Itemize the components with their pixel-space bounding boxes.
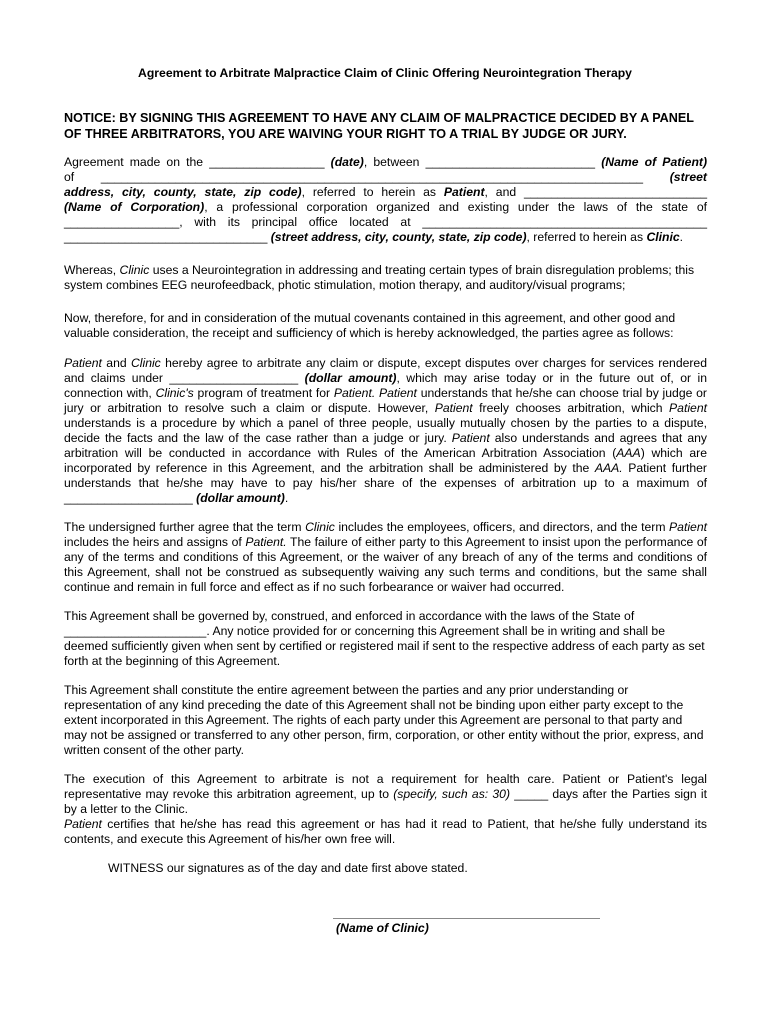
parties-line-2: of ________________________________________________________________________________ (street bbox=[64, 170, 707, 184]
parties-line-3: address, city, county, state, zip code), referred to herein as Patient, and ___________________________ bbox=[64, 185, 707, 199]
document-title: Agreement to Arbitrate Malpractice Claim of Clinic Offering Neurointegration Therapy bbox=[138, 66, 632, 80]
parties-paragraph bbox=[64, 155, 707, 245]
consideration-paragraph: Now, therefore, for and in consideration of the mutual covenants contained in this agreement, and other good and valuable consideration, the receipt and sufficiency of which is hereby acknowledged, the parties agree as follows: bbox=[64, 311, 676, 340]
entire-agreement-paragraph: This Agreement shall constitute the entire agreement between the parties and any prior understanding or representation of any kind preceding the date of this Agreement shall not be binding upon either party except to the extent incorporated in this Agreement. The rights of each party under this Agreement are personal to that party and may not be assigned or transferred to any other person, firm, corporation, or other entity without the prior, express, and written consent of the other party. bbox=[64, 683, 704, 757]
governing-law-paragraph: This Agreement shall be governed by, construed, and enforced in accordance with the laws of the State of _____________________. Any notice provided for or concerning this Agreement shall be in writing and shall be deemed sufficiently given when sent by certified or registered mail if sent to the respective address of each party as set forth at the beginning of this Agreement. bbox=[64, 609, 705, 668]
parties-line-1: Agreement made on the _________________ (date), between _________________________ (Name of Patient) bbox=[64, 155, 708, 169]
parties-line-5: _________________, with its principal office located at __________________________________________ bbox=[64, 215, 707, 229]
whereas-paragraph: Whereas, Clinic uses a Neurointegration in addressing and treating certain types of brain disregulation problems; this system combines EEG neurofeedback, photic stimulation, motion therapy, and auditory/visual programs; bbox=[64, 263, 695, 292]
witness-statement: WITNESS our signatures as of the day and date first above stated. bbox=[108, 861, 468, 875]
signature-label: (Name of Clinic) bbox=[336, 921, 429, 935]
arbitration-notice: NOTICE: BY SIGNING THIS AGREEMENT TO HAVE ANY CLAIM OF MALPRACTICE DECIDED BY A PANEL OF THREE ARBITRATORS, YOU ARE WAIVING YOUR RIGHT TO A TRIAL BY JUDGE OR JURY. bbox=[64, 111, 694, 141]
terms-definition-paragraph: The undersigned further agree that the term Clinic includes the employees, officers, and directors, and the term Patient includes the heirs and assigns of Patient. The failure of either party to this Agreement to insist upon the performance of any of the terms and conditions of this Agreement, or the waiver of any breach of any of the terms and conditions of this Agreement, shall not be construed as subsequently waiving any such terms and conditions, but the same shall continue and remain in full force and effect as if no such forbearance or waiver had occurred. bbox=[64, 520, 707, 594]
revocation-paragraph: The execution of this Agreement to arbitrate is not a requirement for health care. Patient or Patient's legal representative may revoke this arbitration agreement, up to (specify, such as: 30) _____ days after the Parties sign it by a letter to the Clinic. Patient certifies that he/she has read this agreement or has had it read to Patient, that he/she fully understand its contents, and execute this Agreement of his/her own free will. bbox=[64, 772, 707, 846]
parties-line-4: (Name of Corporation), a professional corporation organized and existing under the laws of the state of bbox=[64, 200, 707, 214]
signature-line bbox=[333, 918, 600, 919]
arbitration-terms-paragraph: Patient and Clinic hereby agree to arbitrate any claim or dispute, except disputes over charges for services rendered and claims under ___________________ (dollar amount), which may arise today or in the future out of, or in connection with, Clinic's program of treatment for Patient. Patient understands that he/she can choose trial by judge or jury or arbitration to resolve such a claim or dispute. However, Patient freely chooses arbitration, which Patient understands is a procedure by which a panel of three people, usually mutually chosen by the parties to a dispute, decide the facts and the law of the case rather than a judge or jury. Patient also understands and agrees that any arbitration will be conducted in accordance with Rules of the American Arbitration Association (AAA) which are incorporated by reference in this Agreement, and the arbitration shall be administered by the AAA. Patient further understands that he/she may have to pay his/her share of the expenses of arbitration up to a maximum of ___________________ (dollar amount). bbox=[64, 356, 707, 505]
parties-line-6: ______________________________ (street address, city, county, state, zip code), referred to herein as Clinic. bbox=[64, 230, 684, 244]
certification-paragraph: Patient certifies that he/she has read this agreement or has had it read to Patient, that he/she fully understand its contents, and execute this Agreement of his/her own free will. bbox=[64, 817, 707, 846]
